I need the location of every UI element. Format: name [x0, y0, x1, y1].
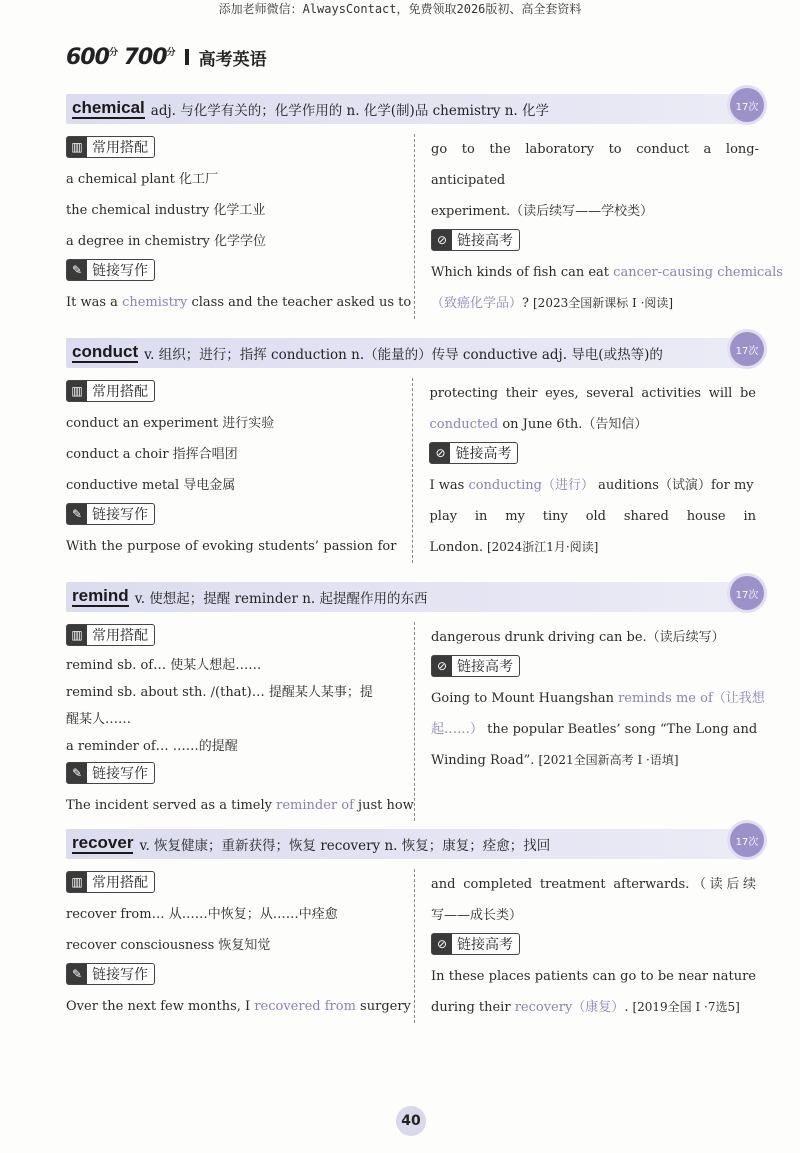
page-number: 40 — [396, 1106, 426, 1136]
frequency-badge: 17次 — [730, 332, 764, 366]
exam-example: 起……） the popular Beatles’ song “The Long and — [431, 722, 758, 737]
headword-definition: v. 恢复健康；重新获得；恢复 recovery n. 恢复；康复；痊愈；找回 — [139, 838, 551, 854]
collocation-item: remind sb. of… 使某人想起…… — [66, 658, 262, 673]
collocation-item: a degree in chemistry 化学学位 — [66, 234, 267, 249]
link-icon: ⊘ — [432, 934, 452, 954]
collocation-item: conductive metal 导电金属 — [66, 478, 236, 493]
writing-tag: ✎ 链接写作 — [66, 963, 155, 985]
column-divider — [414, 869, 415, 1023]
collocations-tag: ▥ 常用搭配 — [66, 624, 155, 646]
exam-example: play in my tiny old shared house in — [429, 509, 756, 524]
exam-example: In these places patients can go to be near nature — [431, 969, 756, 984]
series-logo: $600^分$ $700^分$ — [66, 44, 175, 70]
writing-example: The incident served as a timely reminder of just how — [66, 798, 414, 813]
headword: chemical — [72, 98, 145, 117]
writing-example: It was a chemistry class and the teacher asked us to — [66, 295, 412, 310]
column-divider — [414, 622, 415, 821]
collocations-tag: ▥ 常用搭配 — [66, 136, 155, 158]
collocation-item: conduct a choir 指挥合唱团 — [66, 447, 238, 462]
writing-tag: ✎ 链接写作 — [66, 259, 155, 281]
exam-source: [2023全国新课标 I ·阅读] — [533, 296, 674, 310]
book-icon: ▥ — [67, 381, 87, 401]
pencil-note-icon: ✎ — [67, 763, 87, 783]
headword-definition: adj. 与化学有关的；化学作用的 n. 化学(制)品 chemistry n. 化学 — [150, 103, 549, 119]
collocation-item: recover consciousness 恢复知觉 — [66, 938, 271, 953]
headword: recover — [72, 833, 134, 852]
entry-headword-band — [66, 582, 759, 612]
writing-continuation: go to the laboratory to conduct a long-anticipated — [431, 142, 759, 188]
headword: remind — [72, 586, 129, 605]
headword-definition: v. 组织；进行；指挥 conduction n.（能量的）传导 conductive adj. 导电(或热等)的 — [144, 347, 663, 363]
entry-headword-band — [66, 338, 759, 368]
frequency-badge: 17次 — [730, 576, 764, 610]
writing-continuation: 写——成长类） — [431, 908, 523, 923]
writing-example: Over the next few months, I recovered from surgery — [66, 999, 411, 1014]
collocation-item: 醒某人…… — [66, 712, 132, 727]
exam-example: during their recovery（康复）. [2019全国 I ·7选5] — [431, 1000, 740, 1015]
column-divider — [412, 378, 413, 563]
exam-example: Going to Mount Huangshan reminds me of（让我想 — [431, 691, 765, 706]
exam-tag: ⊘ 链接高考 — [429, 442, 518, 464]
collocation-item: a reminder of… ……的提醒 — [66, 739, 238, 754]
writing-continuation: protecting their eyes, several activities will be — [429, 386, 756, 401]
page-header — [66, 40, 267, 74]
exam-source: [2021全国新高考 I ·语填] — [538, 753, 679, 767]
collocation-item: a chemical plant 化工厂 — [66, 172, 218, 187]
entry-headword-band — [66, 829, 759, 859]
vocab-entry-conduct — [66, 338, 759, 563]
vocab-entry-recover — [66, 829, 759, 1023]
headword: conduct — [72, 342, 139, 361]
vocab-entry-chemical — [66, 94, 783, 319]
exam-source: [2019全国 I ·7选5] — [632, 1000, 740, 1014]
exam-tag: ⊘ 链接高考 — [431, 229, 520, 251]
writing-tag: ✎ 链接写作 — [66, 762, 155, 784]
exam-example: Which kinds of fish can eat cancer-causing chemicals — [431, 265, 783, 280]
frequency-badge: 17次 — [730, 823, 764, 857]
writing-example: With the purpose of evoking students’ passion for — [66, 539, 397, 554]
watermark-banner: 添加老师微信：AlwaysContact，免费领取2026版初、高全套资料 — [218, 2, 582, 16]
pencil-note-icon: ✎ — [67, 504, 87, 524]
exam-tag: ⊘ 链接高考 — [431, 933, 520, 955]
collocations-tag: ▥ 常用搭配 — [66, 871, 155, 893]
writing-continuation: experiment.（读后续写——学校类） — [431, 204, 654, 219]
collocation-item: the chemical industry 化学工业 — [66, 203, 266, 218]
exam-example: （致癌化学品）? [2023全国新课标 I ·阅读] — [431, 296, 674, 311]
pencil-note-icon: ✎ — [67, 260, 87, 280]
writing-continuation: dangerous drunk driving can be.（读后续写） — [431, 630, 725, 645]
exam-example: Winding Road”. [2021全国新高考 I ·语填] — [431, 753, 679, 768]
frequency-badge: 17次 — [730, 88, 764, 122]
collocation-item: conduct an experiment 进行实验 — [66, 416, 275, 431]
link-icon: ⊘ — [432, 230, 452, 250]
headword-definition: v. 使想起；提醒 reminder n. 起提醒作用的东西 — [134, 591, 428, 607]
vocab-entry-remind — [66, 582, 765, 821]
pencil-note-icon: ✎ — [67, 964, 87, 984]
header-divider — [185, 49, 189, 65]
exam-example: I was conducting（进行） auditions（试演）for my — [429, 478, 754, 493]
link-icon: ⊘ — [432, 656, 452, 676]
collocation-item: recover from… 从……中恢复；从……中痊愈 — [66, 907, 338, 922]
page-title: 高考英语 — [198, 49, 267, 70]
exam-example: London. [2024浙江1月·阅读] — [429, 540, 599, 555]
collocation-item: remind sb. about sth. /(that)… 提醒某人某事；提 — [66, 685, 373, 700]
book-icon: ▥ — [67, 872, 87, 892]
writing-continuation: conducted on June 6th.（告知信） — [429, 417, 648, 432]
link-icon: ⊘ — [430, 443, 450, 463]
exam-source: [2024浙江1月·阅读] — [486, 540, 599, 554]
writing-tag: ✎ 链接写作 — [66, 503, 155, 525]
entry-headword-band — [66, 94, 759, 124]
writing-continuation: and completed treatment afterwards.（读后续 — [431, 877, 756, 892]
exam-tag: ⊘ 链接高考 — [431, 655, 520, 677]
collocations-tag: ▥ 常用搭配 — [66, 380, 155, 402]
column-divider — [414, 134, 415, 319]
book-icon: ▥ — [67, 625, 87, 645]
book-icon: ▥ — [67, 137, 87, 157]
